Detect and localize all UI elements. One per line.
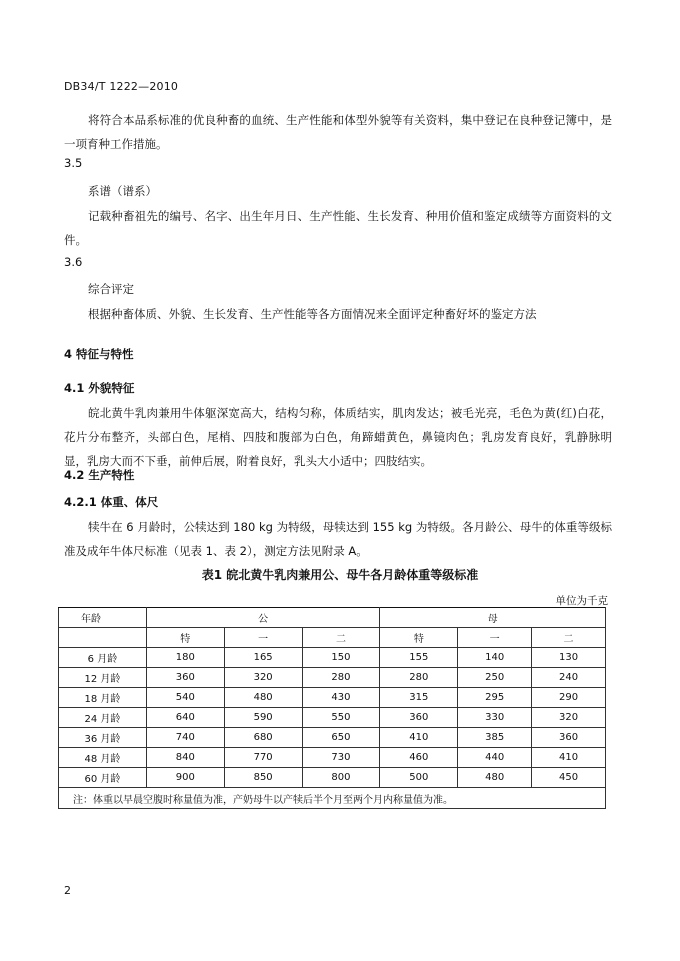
value-cell: 165: [224, 648, 302, 668]
intro-paragraph: 将符合本品系标准的优良种畜的血统、生产性能和体型外貌等有关资料，集中登记在良种登记簿中，是一项育种工作措施。: [64, 113, 612, 151]
value-cell: 320: [224, 668, 302, 688]
value-cell: 130: [532, 648, 606, 668]
value-cell: 150: [302, 648, 380, 668]
grade-header: 二: [532, 628, 606, 648]
value-cell: 295: [458, 688, 532, 708]
value-cell: 500: [380, 768, 458, 788]
section-4-1-text: 皖北黄牛乳肉兼用牛体躯深宽高大，结构匀称，体质结实，肌肉发达；被毛光亮，毛色为黄(红)白花，花片分布整齐，头部白色，尾梢、四肢和腹部为白色，角蹄蜡黄色，鼻镜肉色；乳房发育良好，乳静脉明显，乳房大而不下垂，前伸后展，附着良好，乳头大小适中；四肢结实。: [64, 406, 612, 468]
value-cell: 540: [146, 688, 224, 708]
table-row: [59, 648, 606, 668]
table-unit: 单位为千克: [555, 595, 608, 607]
grade-header-blank: [59, 628, 147, 648]
value-cell: 740: [146, 728, 224, 748]
value-cell: 900: [146, 768, 224, 788]
section-4-2-1-heading: 4.2.1 体重、体尺: [64, 495, 159, 509]
table-row: [59, 748, 606, 768]
female-header: 母: [380, 608, 606, 628]
male-header: 公: [146, 608, 380, 628]
value-cell: 360: [380, 708, 458, 728]
grade-header: 一: [224, 628, 302, 648]
value-cell: 480: [224, 688, 302, 708]
value-cell: 360: [532, 728, 606, 748]
age-cell: 48 月龄: [59, 748, 147, 768]
age-header: 年龄: [59, 608, 147, 628]
value-cell: 590: [224, 708, 302, 728]
grade-header: 特: [146, 628, 224, 648]
age-cell: 12 月龄: [59, 668, 147, 688]
grade-header: 一: [458, 628, 532, 648]
value-cell: 680: [224, 728, 302, 748]
value-cell: 330: [458, 708, 532, 728]
grade-header-row: [59, 628, 606, 648]
value-cell: 250: [458, 668, 532, 688]
section-3-5-number: 3.5: [64, 156, 83, 170]
value-cell: 650: [302, 728, 380, 748]
value-cell: 840: [146, 748, 224, 768]
grade-header: 特: [380, 628, 458, 648]
weight-grade-table: [58, 607, 606, 809]
value-cell: 480: [458, 768, 532, 788]
table-row: [59, 728, 606, 748]
age-cell: 36 月龄: [59, 728, 147, 748]
table-row: [59, 668, 606, 688]
section-3-6-definition: 根据种畜体质、外貌、生长发育、生产性能等各方面情况来全面评定种畜好坏的鉴定方法: [88, 307, 537, 321]
doc-code-header: DB34/T 1222—2010: [64, 80, 179, 93]
value-cell: 430: [302, 688, 380, 708]
value-cell: 315: [380, 688, 458, 708]
page-number: 2: [64, 884, 71, 897]
section-3-5-term: 系谱（谱系）: [88, 184, 157, 198]
section-4-2-heading: 4.2 生产特性: [64, 468, 135, 482]
table-row: [59, 708, 606, 728]
age-cell: 18 月龄: [59, 688, 147, 708]
value-cell: 140: [458, 648, 532, 668]
value-cell: 180: [146, 648, 224, 668]
value-cell: 320: [532, 708, 606, 728]
age-cell: 24 月龄: [59, 708, 147, 728]
value-cell: 155: [380, 648, 458, 668]
age-cell: 6 月龄: [59, 648, 147, 668]
value-cell: 280: [302, 668, 380, 688]
value-cell: 770: [224, 748, 302, 768]
age-cell: 60 月龄: [59, 768, 147, 788]
value-cell: 290: [532, 688, 606, 708]
value-cell: 460: [380, 748, 458, 768]
value-cell: 850: [224, 768, 302, 788]
value-cell: 385: [458, 728, 532, 748]
value-cell: 450: [532, 768, 606, 788]
table-row: [59, 768, 606, 788]
table-header-row: [59, 608, 606, 628]
section-4-2-1-text: 犊牛在 6 月龄时，公犊达到 180 kg 为特级，母犊达到 155 kg 为特级。各月龄公、母牛的体重等级标准及成年牛体尺标准（见表 1、表 2），测定方法见附录 A。: [64, 520, 612, 558]
value-cell: 440: [458, 748, 532, 768]
value-cell: 410: [380, 728, 458, 748]
value-cell: 360: [146, 668, 224, 688]
table-caption: 表1 皖北黄牛乳肉兼用公、母牛各月龄体重等级标准: [201, 568, 479, 582]
table-note-row: [59, 788, 606, 809]
section-3-6-number: 3.6: [64, 255, 83, 269]
value-cell: 800: [302, 768, 380, 788]
value-cell: 410: [532, 748, 606, 768]
section-3-5-definition: 记载种畜祖先的编号、名字、出生年月日、生产性能、生长发育、种用价值和鉴定成绩等方面资料的文件。: [64, 209, 612, 247]
value-cell: 640: [146, 708, 224, 728]
table-note: 注：体重以早晨空腹时称量值为准，产奶母牛以产犊后半个月至两个月内称量值为准。: [59, 788, 606, 809]
section-3-6-term: 综合评定: [88, 282, 134, 296]
section-4-1-heading: 4.1 外貌特征: [64, 381, 135, 395]
value-cell: 240: [532, 668, 606, 688]
table-row: [59, 688, 606, 708]
grade-header: 二: [302, 628, 380, 648]
value-cell: 550: [302, 708, 380, 728]
section-4-heading: 4 特征与特性: [64, 347, 134, 361]
value-cell: 280: [380, 668, 458, 688]
value-cell: 730: [302, 748, 380, 768]
